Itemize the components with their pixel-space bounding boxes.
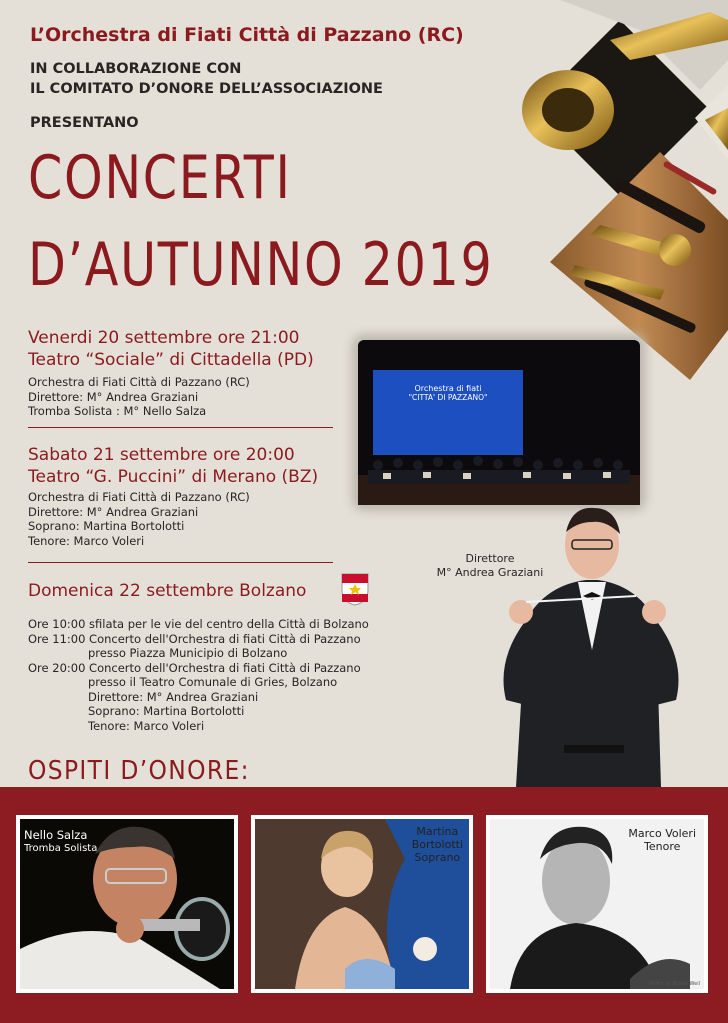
guest-1-role: Tromba Solista — [24, 843, 98, 854]
organizer-title: L’Orchestra di Fiati Città di Pazzano (RC) — [30, 24, 464, 46]
event-2-venue: Teatro “G. Puccini” di Merano (BZ) — [28, 467, 319, 487]
event-3-detail: Soprano: Martina Bortolotti — [88, 704, 245, 718]
director-name: M° Andrea Graziani — [436, 566, 544, 579]
guest-card-marco-voleri — [486, 815, 708, 993]
director-photo — [486, 500, 716, 787]
divider — [28, 427, 333, 428]
event-2-detail: Tenore: Marco Voleri — [28, 533, 145, 548]
event-3-details — [28, 617, 369, 733]
guest-3-name: Marco Voleri — [628, 827, 696, 840]
presentano-text: PRESENTANO — [30, 115, 139, 131]
orchestra-musicians — [358, 435, 640, 505]
event-2-heading — [28, 444, 318, 488]
photo-credit: photo by Nicola Weil — [648, 981, 700, 987]
guest-3-label — [628, 827, 696, 853]
event-1-detail: Direttore: M° Andrea Graziani — [28, 389, 199, 404]
event-1-date: Venerdi 20 settembre ore 21:00 — [28, 328, 300, 348]
event-1-detail: Tromba Solista : M° Nello Salza — [28, 404, 207, 418]
title-line-1: CONCERTI — [28, 143, 292, 213]
event-2-date: Sabato 21 settembre ore 20:00 — [28, 445, 295, 465]
guest-2-label — [412, 825, 463, 864]
stage-banner-line-1: Orchestra di fiati — [414, 384, 482, 393]
stage-banner-line-2: "CITTA' DI PAZZANO" — [408, 393, 488, 402]
event-1-detail: Orchestra di Fiati Città di Pazzano (RC) — [28, 375, 250, 389]
director-role: Direttore — [465, 552, 515, 565]
event-1-venue: Teatro “Sociale” di Cittadella (PD) — [28, 350, 314, 370]
event-3-detail: presso il Teatro Comunale di Gries, Bolzano — [88, 675, 338, 689]
event-3-heading: Domenica 22 settembre Bolzano — [28, 581, 307, 601]
event-1-details — [28, 375, 250, 419]
event-3-detail: Ore 11:00 Concerto dell'Orchestra di fiati Città di Pazzano — [28, 631, 361, 646]
event-2-details — [28, 490, 250, 548]
event-2-detail: Direttore: M° Andrea Graziani — [28, 504, 199, 519]
instrument-collage — [410, 0, 728, 390]
orchestra-stage-photo — [358, 340, 640, 505]
guest-card-nello-salza — [16, 815, 238, 993]
event-1-heading — [28, 327, 314, 371]
event-3-detail: Direttore: M° Andrea Graziani — [88, 689, 259, 704]
collaboration-line-1: IN COLLABORAZIONE CON — [30, 61, 242, 77]
guest-2-name-line-2: Bortolotti — [411, 838, 463, 851]
guest-2-name-line-1: Martina — [416, 825, 459, 838]
event-2-detail: Soprano: Martina Bortolotti — [28, 519, 185, 533]
bolzano-coat-of-arms-icon — [340, 572, 370, 606]
guest-3-role: Tenore — [644, 840, 681, 853]
event-3-detail: Tenore: Marco Voleri — [88, 718, 205, 733]
event-3-detail: presso Piazza Municipio di Bolzano — [88, 646, 288, 660]
collaboration-line-2: IL COMITATO D’ONORE DELL’ASSOCIAZIONE — [30, 81, 383, 97]
event-2-detail: Orchestra di Fiati Città di Pazzano (RC) — [28, 490, 250, 504]
guest-1-name: Nello Salza — [24, 828, 88, 842]
event-3-detail: Ore 10:00 sfilata per le vie del centro della Città di Bolzano — [28, 617, 369, 631]
collaboration-text — [30, 59, 383, 99]
guest-card-martina-bortolotti — [251, 815, 473, 993]
guest-1-label — [24, 829, 97, 855]
guest-2-role: Soprano — [414, 851, 461, 864]
divider — [28, 562, 333, 563]
title-line-2: D’AUTUNNO 2019 — [28, 230, 494, 300]
event-3-detail: Ore 20:00 Concerto dell'Orchestra di fiati Città di Pazzano — [28, 660, 361, 675]
guests-title: OSPITI D’ONORE: — [28, 756, 250, 786]
